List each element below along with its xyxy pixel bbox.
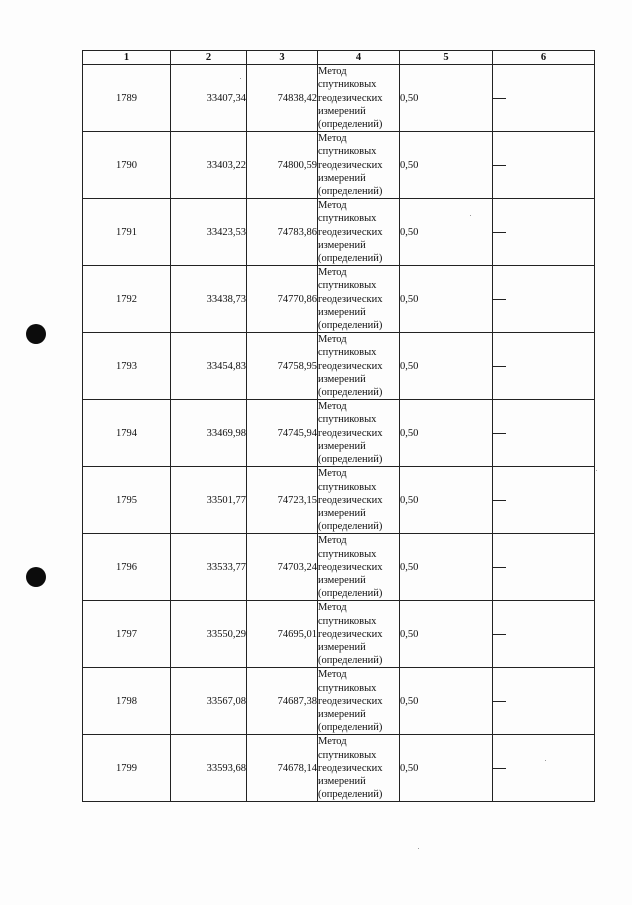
point-number: 1796	[83, 534, 171, 601]
accuracy-value: 0,50	[400, 735, 493, 802]
method-text: Метод спутниковых геодезических измерений (определений)	[318, 669, 383, 734]
coordinate-y: 74783,86	[247, 199, 318, 266]
point-number: 1798	[83, 668, 171, 735]
point-number: 1797	[83, 601, 171, 668]
accuracy-value: 0,50	[400, 668, 493, 735]
point-number: 1794	[83, 400, 171, 467]
coordinate-x: 33407,34	[171, 65, 247, 132]
extra-cell	[493, 65, 595, 132]
method-cell	[318, 668, 400, 735]
dash-mark	[493, 500, 506, 501]
method-cell	[318, 467, 400, 534]
coordinate-y: 74838,42	[247, 65, 318, 132]
coordinate-x: 33533,77	[171, 534, 247, 601]
method-cell	[318, 65, 400, 132]
dash-mark	[493, 701, 506, 702]
coordinate-x: 33469,98	[171, 400, 247, 467]
table-row	[83, 132, 595, 199]
extra-cell	[493, 601, 595, 668]
method-cell	[318, 132, 400, 199]
coordinate-x: 33423,53	[171, 199, 247, 266]
accuracy-value: 0,50	[400, 467, 493, 534]
dash-mark	[493, 232, 506, 233]
method-text: Метод спутниковых геодезических измерений (определений)	[318, 334, 383, 399]
extra-cell	[493, 735, 595, 802]
accuracy-value: 0,50	[400, 333, 493, 400]
point-number: 1799	[83, 735, 171, 802]
method-cell	[318, 333, 400, 400]
punch-hole-icon	[26, 567, 46, 587]
method-text: Метод спутниковых геодезических измерений (определений)	[318, 468, 383, 533]
dash-mark	[493, 366, 506, 367]
column-header-6: 6	[493, 51, 595, 65]
method-text: Метод спутниковых геодезических измерений (определений)	[318, 133, 383, 198]
method-text: Метод спутниковых геодезических измерений (определений)	[318, 401, 383, 466]
method-cell	[318, 601, 400, 668]
table-row	[83, 266, 595, 333]
table-row	[83, 65, 595, 132]
accuracy-value: 0,50	[400, 534, 493, 601]
coordinate-y: 74745,94	[247, 400, 318, 467]
coordinate-y: 74800,59	[247, 132, 318, 199]
column-header-4: 4	[318, 51, 400, 65]
table-row	[83, 333, 595, 400]
point-number: 1795	[83, 467, 171, 534]
coordinate-y: 74723,15	[247, 467, 318, 534]
accuracy-value: 0,50	[400, 601, 493, 668]
method-text: Метод спутниковых геодезических измерений (определений)	[318, 267, 383, 332]
accuracy-value: 0,50	[400, 266, 493, 333]
extra-cell	[493, 266, 595, 333]
method-text: Метод спутниковых геодезических измерений (определений)	[318, 602, 383, 667]
scan-speck	[596, 470, 597, 471]
coordinate-x: 33593,68	[171, 735, 247, 802]
column-header-3: 3	[247, 51, 318, 65]
extra-cell	[493, 400, 595, 467]
coordinate-y: 74703,24	[247, 534, 318, 601]
method-cell	[318, 199, 400, 266]
table-row	[83, 400, 595, 467]
dash-mark	[493, 98, 506, 99]
method-cell	[318, 266, 400, 333]
coordinates-table	[82, 50, 595, 802]
method-cell	[318, 534, 400, 601]
method-text: Метод спутниковых геодезических измерений (определений)	[318, 66, 383, 131]
coordinate-y: 74695,01	[247, 601, 318, 668]
coordinate-y: 74770,86	[247, 266, 318, 333]
coordinate-x: 33454,83	[171, 333, 247, 400]
accuracy-value: 0,50	[400, 132, 493, 199]
method-cell	[318, 735, 400, 802]
coordinate-y: 74758,95	[247, 333, 318, 400]
column-header-1: 1	[83, 51, 171, 65]
method-text: Метод спутниковых геодезических измерений (определений)	[318, 535, 383, 600]
table-row	[83, 534, 595, 601]
method-cell	[318, 400, 400, 467]
dash-mark	[493, 768, 506, 769]
dash-mark	[493, 433, 506, 434]
extra-cell	[493, 534, 595, 601]
dash-mark	[493, 567, 506, 568]
coordinate-x: 33567,08	[171, 668, 247, 735]
coordinate-y: 74687,38	[247, 668, 318, 735]
accuracy-value: 0,50	[400, 65, 493, 132]
point-number: 1789	[83, 65, 171, 132]
table-row	[83, 668, 595, 735]
column-header-5: 5	[400, 51, 493, 65]
point-number: 1793	[83, 333, 171, 400]
punch-hole-icon	[26, 324, 46, 344]
point-number: 1792	[83, 266, 171, 333]
table-row	[83, 601, 595, 668]
accuracy-value: 0,50	[400, 199, 493, 266]
extra-cell	[493, 668, 595, 735]
accuracy-value: 0,50	[400, 400, 493, 467]
scan-speck	[418, 848, 419, 849]
method-text: Метод спутниковых геодезических измерений (определений)	[318, 200, 383, 265]
extra-cell	[493, 467, 595, 534]
point-number: 1790	[83, 132, 171, 199]
table-row	[83, 467, 595, 534]
extra-cell	[493, 199, 595, 266]
dash-mark	[493, 165, 506, 166]
dash-mark	[493, 634, 506, 635]
table-row	[83, 199, 595, 266]
coordinate-x: 33403,22	[171, 132, 247, 199]
point-number: 1791	[83, 199, 171, 266]
dash-mark	[493, 299, 506, 300]
extra-cell	[493, 132, 595, 199]
extra-cell	[493, 333, 595, 400]
column-header-2: 2	[171, 51, 247, 65]
table-row	[83, 735, 595, 802]
coordinate-x: 33438,73	[171, 266, 247, 333]
coordinate-x: 33501,77	[171, 467, 247, 534]
coordinate-x: 33550,29	[171, 601, 247, 668]
coordinate-y: 74678,14	[247, 735, 318, 802]
method-text: Метод спутниковых геодезических измерений (определений)	[318, 736, 383, 801]
table-header-row	[83, 51, 595, 65]
